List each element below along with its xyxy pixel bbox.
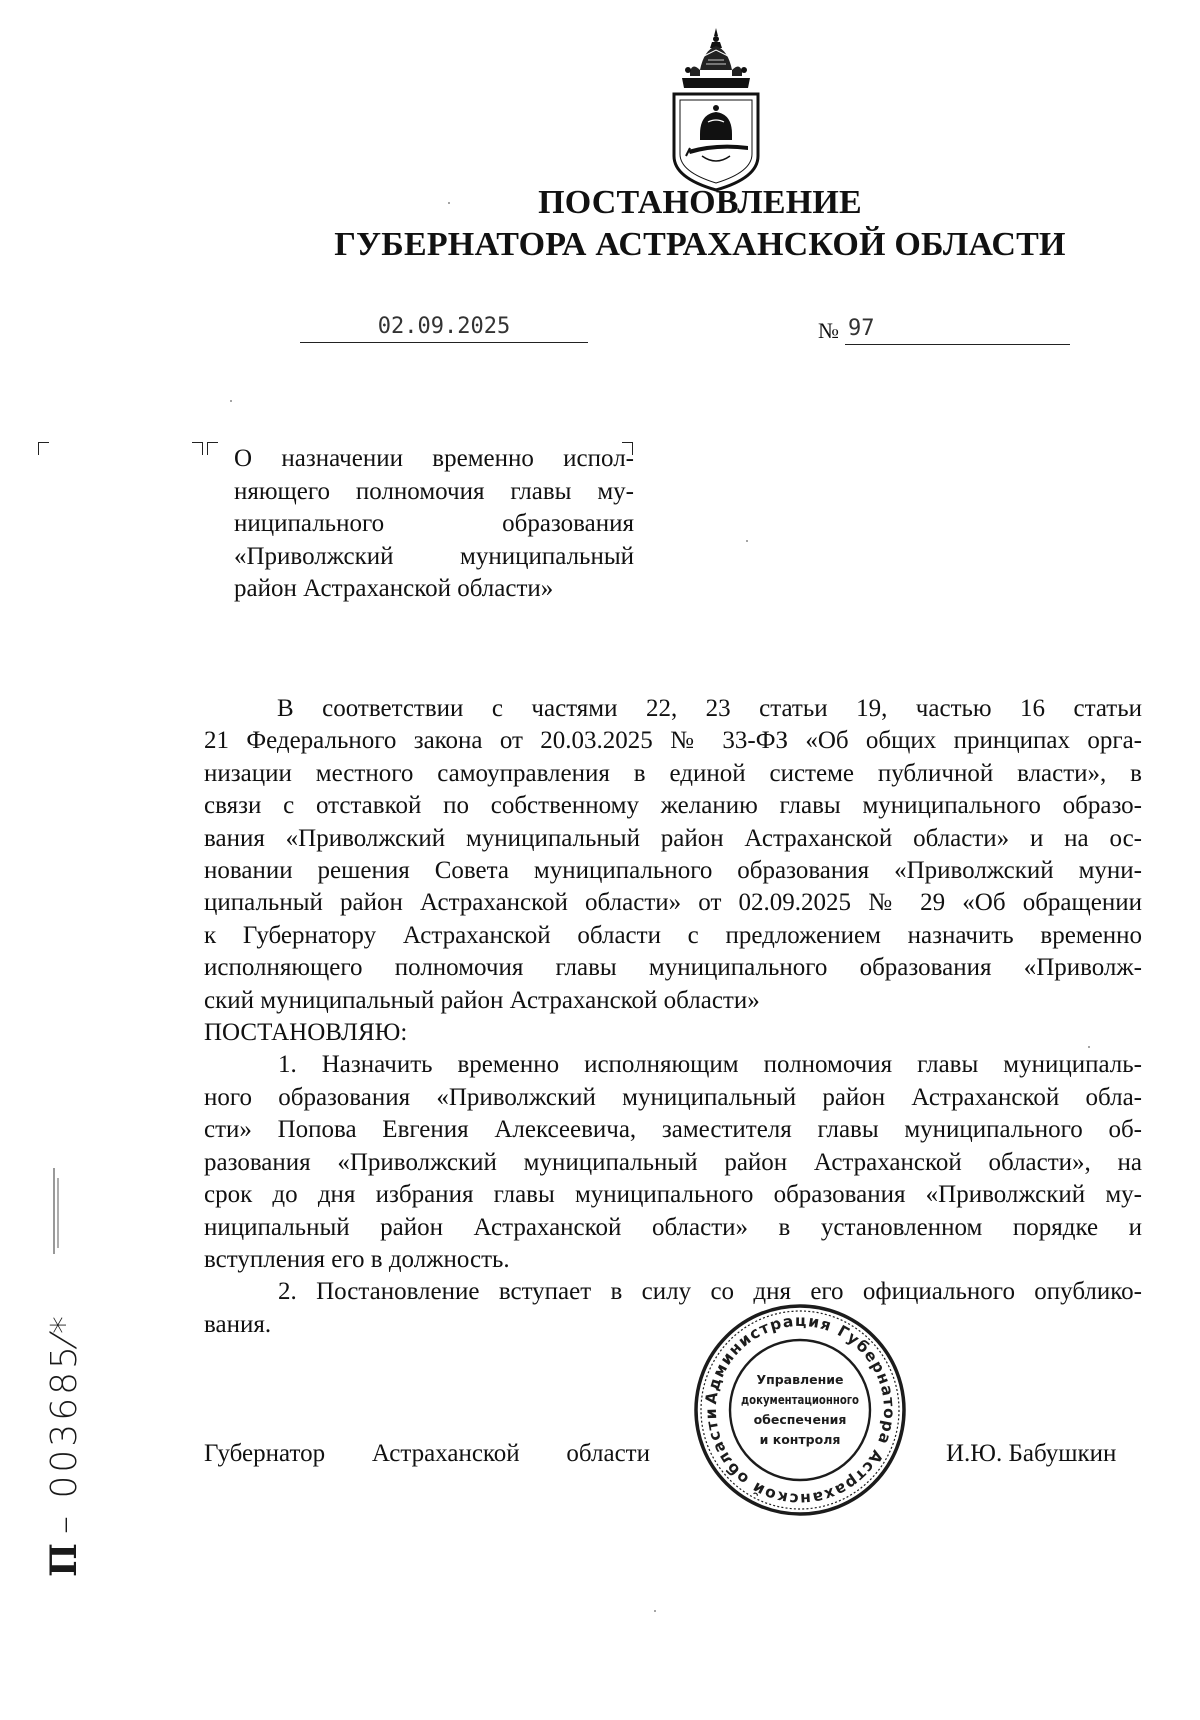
- item-1-line: срок до дня избрания главы муниципального образования «Приволжский му-: [204, 1181, 1142, 1209]
- seal-ring-text: Администрация Губернатора Астраханской области: [701, 1311, 899, 1509]
- coat-of-arms-icon: [660, 26, 772, 192]
- preamble-line: ципальный район Астраханской области» от 02.09.2025 № 29 «Об обращении: [204, 889, 1142, 917]
- subject-line: О назначении временно испол-: [234, 445, 634, 472]
- preamble-line: исполняющего полномочия главы муниципального образования «Приволж-: [204, 954, 1142, 982]
- item-2-line: вания.: [204, 1310, 272, 1338]
- preamble-line: 21 Федерального закона от 20.03.2025 № 33-ФЗ «Об общих принципах орга-: [204, 727, 1142, 755]
- subject-line: ниципального образования: [234, 510, 634, 537]
- subject-line: няющего полномочия главы му-: [234, 477, 634, 505]
- subject-line: район Астраханской области»: [234, 575, 554, 602]
- preamble-line: В соответствии с частями 22, 23 статьи 19, частью 16 статьи: [277, 695, 1142, 722]
- scan-speck: [746, 540, 748, 542]
- official-seal: [690, 1300, 910, 1520]
- seal-center-line: документационного: [741, 1393, 859, 1407]
- subject-line: «Приволжский муниципальный: [234, 542, 634, 570]
- seal-center-line: Управление: [756, 1372, 844, 1387]
- item-1-line: 1. Назначить временно исполняющим полномочия главы муниципаль-: [278, 1051, 1142, 1079]
- signatory-title-word: области: [566, 1440, 650, 1467]
- resolve-word: ПОСТАНОВЛЯЮ:: [204, 1019, 408, 1047]
- item-1-line: разования «Приволжский муниципальный район Астраханской области», на: [204, 1148, 1142, 1176]
- document-type-title: ПОСТАНОВЛЕНИЕ: [538, 184, 862, 221]
- subject-corner-mark: [192, 442, 203, 455]
- item-1-line: сти» Попова Евгения Алексеевича, заместителя главы муниципального об-: [204, 1116, 1142, 1144]
- item-1-line: ного образования «Приволжский муниципальный район Астраханской обла-: [204, 1083, 1142, 1111]
- number-sign: №: [818, 318, 839, 343]
- signatory-title-word: Губернатор: [204, 1440, 326, 1467]
- signatory-name: И.Ю. Бабушкин: [946, 1440, 1117, 1467]
- scan-speck: [1088, 1046, 1090, 1048]
- item-1-line: вступления его в должность.: [204, 1245, 510, 1273]
- serial-suffix: ⁄*: [44, 1313, 85, 1344]
- number-underline: [845, 344, 1070, 345]
- form-serial-number: [43, 1313, 85, 1577]
- document-subject: [234, 443, 634, 606]
- signatory-title: [204, 1440, 650, 1468]
- seal-center-line: и контроля: [759, 1432, 841, 1447]
- issuer-title: ГУБЕРНАТОРА АСТРАХАНСКОЙ ОБЛАСТИ: [334, 226, 1066, 263]
- item-2-line: 2. Постановление вступает в силу со дня его официального опублико-: [278, 1278, 1142, 1306]
- subject-corner-mark: [207, 442, 218, 455]
- signatory-title-word: Астраханской: [371, 1440, 520, 1467]
- preamble-line: вания «Приволжский муниципальный район Астраханской области» и на ос-: [204, 824, 1142, 852]
- serial-digits: – 003685: [44, 1343, 85, 1534]
- serial-prefix: П: [43, 1539, 85, 1577]
- preamble-line: к Губернатору Астраханской области с предложением назначить временно: [204, 921, 1142, 949]
- document-body: [204, 693, 1142, 1341]
- item-1-line: ниципальный район Астраханской области» в установленном порядке и: [204, 1213, 1142, 1241]
- date-underline: [300, 342, 588, 343]
- document-number: 97: [848, 316, 875, 341]
- preamble-line: низации местного самоуправления в единой системе публичной власти», в: [204, 759, 1142, 787]
- scan-speck: [448, 202, 450, 204]
- margin-fold-mark: [52, 1168, 60, 1254]
- preamble-line: связи с отставкой по собственному желанию главы муниципального образо-: [204, 792, 1142, 820]
- margin-corner-mark: [38, 442, 49, 455]
- document-date: 02.09.2025: [377, 314, 511, 339]
- scan-speck: [230, 400, 232, 402]
- preamble-line: новании решения Совета муниципального образования «Приволжский муни-: [204, 857, 1142, 885]
- seal-center-line: обеспечения: [753, 1412, 847, 1427]
- preamble-line: ский муниципальный район Астраханской области»: [204, 986, 760, 1014]
- scan-speck: [654, 1610, 656, 1612]
